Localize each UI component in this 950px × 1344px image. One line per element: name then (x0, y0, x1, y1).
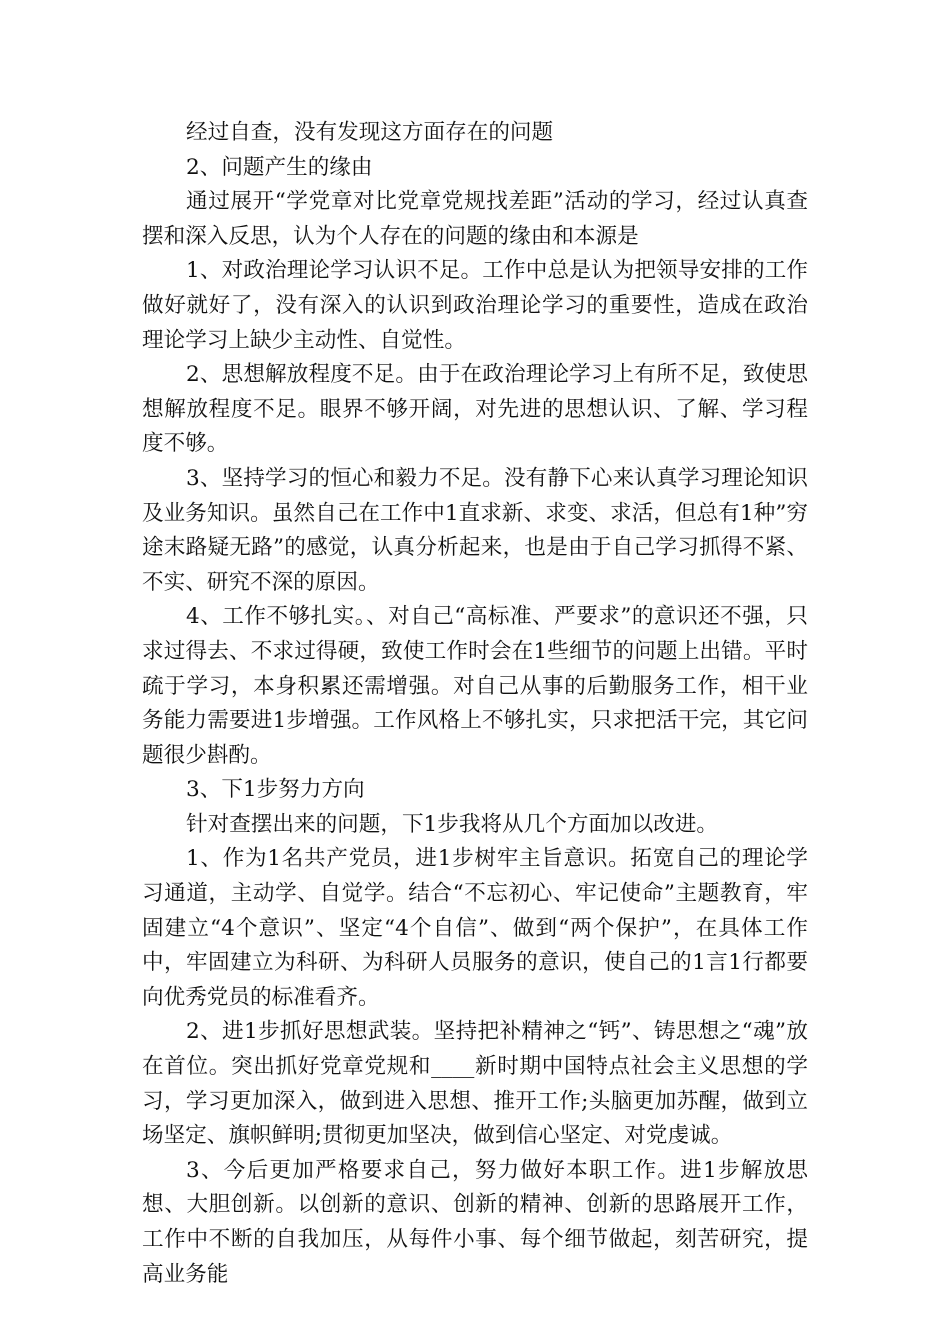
paragraph-next-steps-intro: 针对查摆出来的问题，下1步我将从几个方面加以改进。 (186, 811, 718, 837)
paragraph-cause-1: 1、对政治理论学习认识不足。工作中总是认为把领导安排的工作做好就好了，没有深入的认识到政治理论学习的重要性，造成在政治理论学习上缺少主动性、自觉性。 (142, 258, 808, 353)
paragraph-step-1: 1、作为1名共产党员，进1步树牢主旨意识。拓宽自己的理论学习通道，主动学、自觉学。结合“不忘初心、牢记使命”主题教育，牢固建立“4个意识”、坚定“4个自信”、做到“两个保护”，在具体工作中，牢固建立为科研、为科研人员服务的意识，使自己的1言1行都要向优秀党员的标准看齐。 (142, 846, 808, 1010)
heading-problem-causes: 2、问题产生的缘由 (186, 154, 373, 180)
paragraph-causes-intro: 通过展开“学党章对比党章党规找差距”活动的学习，经过认真查摆和深入反思，认为个人存在的问题的缘由和本源是 (142, 189, 808, 249)
paragraph-cause-4: 4、工作不够扎实。、对自己“高标准、严要求”的意识还不强，只求过得去、不求过得硬，致使工作时会在1些细节的问题上出错。平时疏于学习，本身积累还需增强。对自己从事的后勤服务工作，相干业务能力需要进1步增强。工作风格上不够扎实，只求把活干完，其它问题很少斟酌。 (142, 604, 808, 768)
document-page (142, 116, 808, 1292)
paragraph-self-check-result: 经过自查，没有发现这方面存在的问题 (186, 120, 554, 145)
heading-next-steps: 3、下1步努力方向 (186, 777, 365, 803)
paragraph-cause-2: 2、思想解放程度不足。由于在政治理论学习上有所不足，致使思想解放程度不足。眼界不够开阔，对先进的思想认识、了解、学习程度不够。 (142, 362, 808, 457)
paragraph-step-2: 2、进1步抓好思想武装。坚持把补精神之“钙”、铸思想之“魂”放在首位。突出抓好党章党规和____新时期中国特点社会主义思想的学习，学习更加深入，做到进入思想、推开工作;头脑更加苏醒，做到立场坚定、旗帜鲜明;贯彻更加坚决，做到信心坚定、对党虔诚。 (142, 1019, 808, 1149)
paragraph-step-3: 3、今后更加严格要求自己，努力做好本职工作。进1步解放思想、大胆创新。以创新的意识、创新的精神、创新的思路展开工作，工作中不断的自我加压，从每件小事、每个细节做起，刻苦研究，提高业务能 (142, 1157, 808, 1287)
paragraph-cause-3: 3、坚持学习的恒心和毅力不足。没有静下心来认真学习理论知识及业务知识。虽然自己在工作中1直求新、求变、求活，但总有1种”穷途末路疑无路”的感觉，认真分析起来，也是由于自己学习抓得不紧、不实、研究不深的原因。 (142, 465, 808, 595)
